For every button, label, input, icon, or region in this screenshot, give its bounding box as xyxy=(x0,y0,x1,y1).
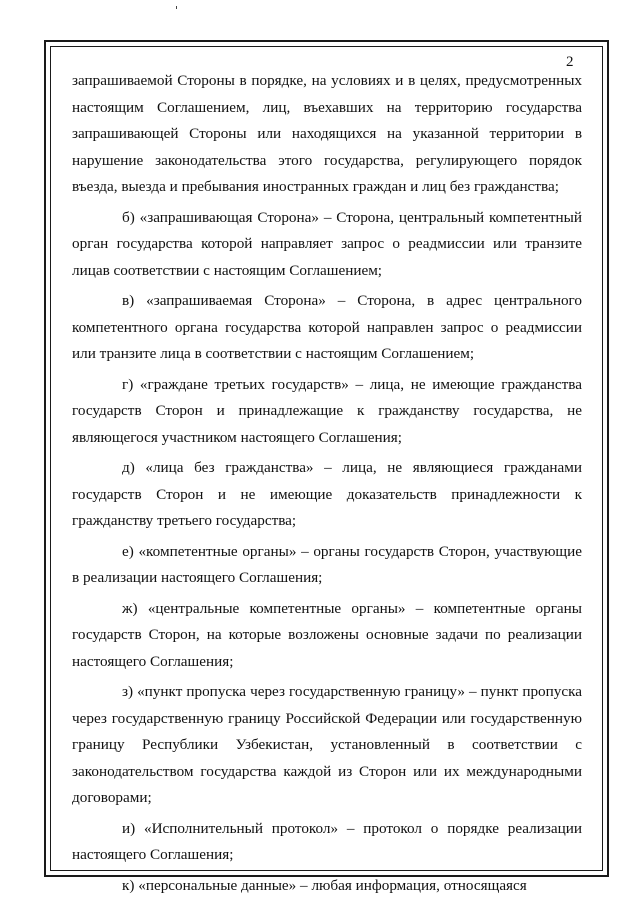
paragraph-b: б) «запрашивающая Сторона» – Сторона, центральный компетентный орган государства которой направляет запрос о реадмиссии или транзите лицав соответствии с настоящим Соглашением; xyxy=(72,208,582,279)
paragraph-i: и) «Исполнительный протокол» – протокол о порядке реализации настоящего Соглашения; xyxy=(72,819,582,863)
scan-speck xyxy=(176,6,177,9)
paragraph-continuation: запрашиваемой Стороны в порядке, на условиях и в целях, предусмотренных настоящим Соглашением, лиц, въехавших на территорию государства запрашивающей Стороны или находящихся на указанной территории в нарушение законодательства этого государства, регулирующего порядок въезда, выезда и пребывания иностранных граждан и лиц без гражданства; xyxy=(72,72,582,195)
document-body xyxy=(72,68,582,903)
paragraph-g: г) «граждане третьих государств» – лица, не имеющие гражданства государств Сторон и принадлежащие к гражданству государства, не являющегося участником настоящего Соглашения; xyxy=(72,375,582,446)
paragraph-v: в) «запрашиваемая Сторона» – Сторона, в адрес центрального компетентного органа государства которой направлен запрос о реадмиссии или транзите лица в соответствии с настоящим Соглашением; xyxy=(72,292,582,362)
paragraph-zh: ж) «центральные компетентные органы» – компетентные органы государств Сторон, на которые возложены основные задачи по реализации настоящего Соглашения; xyxy=(72,599,582,670)
paragraph-k: к) «персональные данные» – любая информация, относящаяся xyxy=(122,876,527,894)
paragraph-e: е) «компетентные органы» – органы государств Сторон, участвующие в реализации настоящего Соглашения; xyxy=(72,542,582,586)
paragraph-d: д) «лица без гражданства» – лица, не являющиеся гражданами государств Сторон и не имеющие доказательств принадлежности к гражданству третьего государства; xyxy=(72,459,582,529)
page-number: 2 xyxy=(566,54,574,70)
paragraph-z: з) «пункт пропуска через государственную границу» – пункт пропуска через государственную границу Российской Федерации или государственную границу Республики Узбекистан, установленный в соответствии с законодательством государства каждой из Сторон или их международными договорами; xyxy=(72,683,582,806)
